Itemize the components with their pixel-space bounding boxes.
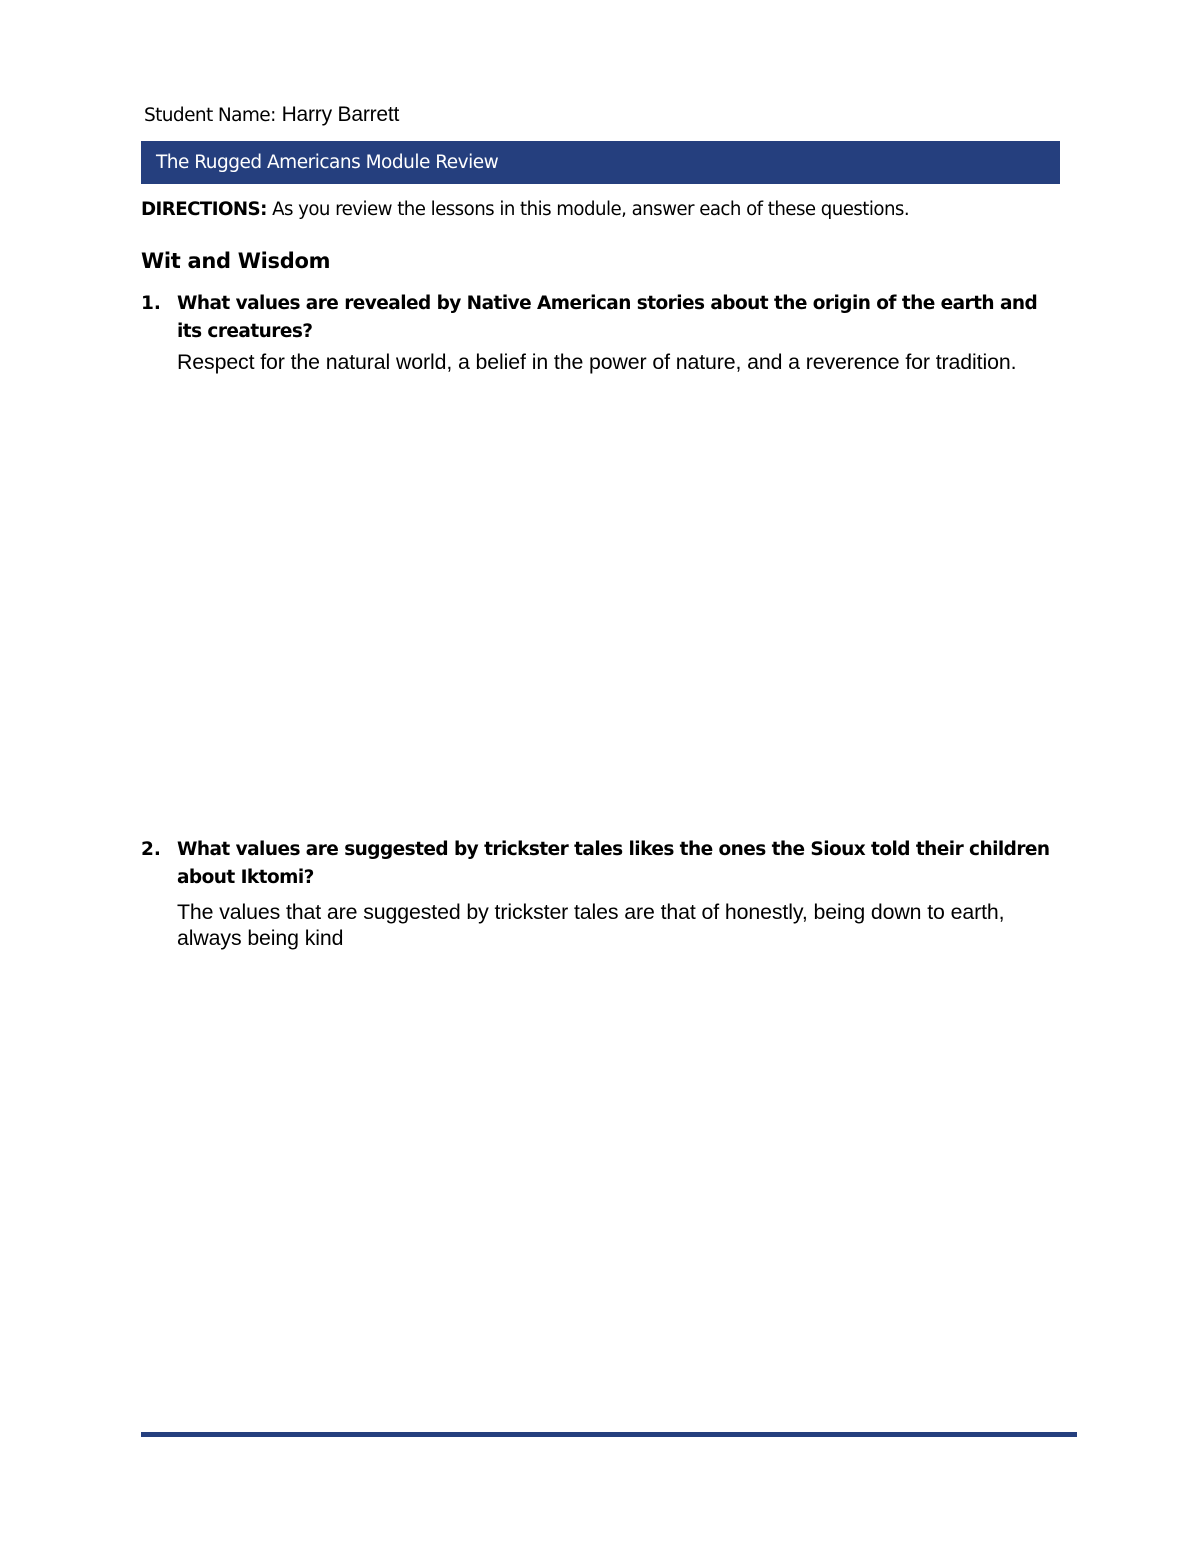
question-number: 1. [141,293,161,314]
directions [141,197,909,223]
answer-text[interactable]: The values that are suggested by trickster tales are that of honestly, being down to earth, always being kind [177,900,1005,950]
section-heading: Wit and Wisdom [141,249,331,273]
question-prompt: What values are suggested by trickster tales likes the ones the Sioux told their children about Iktomi? [177,839,1050,888]
footer-divider [141,1432,1077,1437]
student-name-label: Student Name: [144,105,276,126]
module-title: The Rugged Americans Module Review [156,152,499,173]
question-number: 2. [141,839,161,860]
answer-text[interactable]: Respect for the natural world, a belief in the power of nature, and a reverence for tradition. [177,350,1017,374]
module-title-bar [141,141,1060,184]
directions-text: As you review the lessons in this module, answer each of these questions. [272,199,910,220]
question-prompt: What values are revealed by Native American stories about the origin of the earth and its creatures? [177,293,1038,342]
student-name-value[interactable]: Harry Barrett [281,103,400,126]
directions-label: DIRECTIONS: [141,199,267,220]
student-name-line [144,101,399,130]
